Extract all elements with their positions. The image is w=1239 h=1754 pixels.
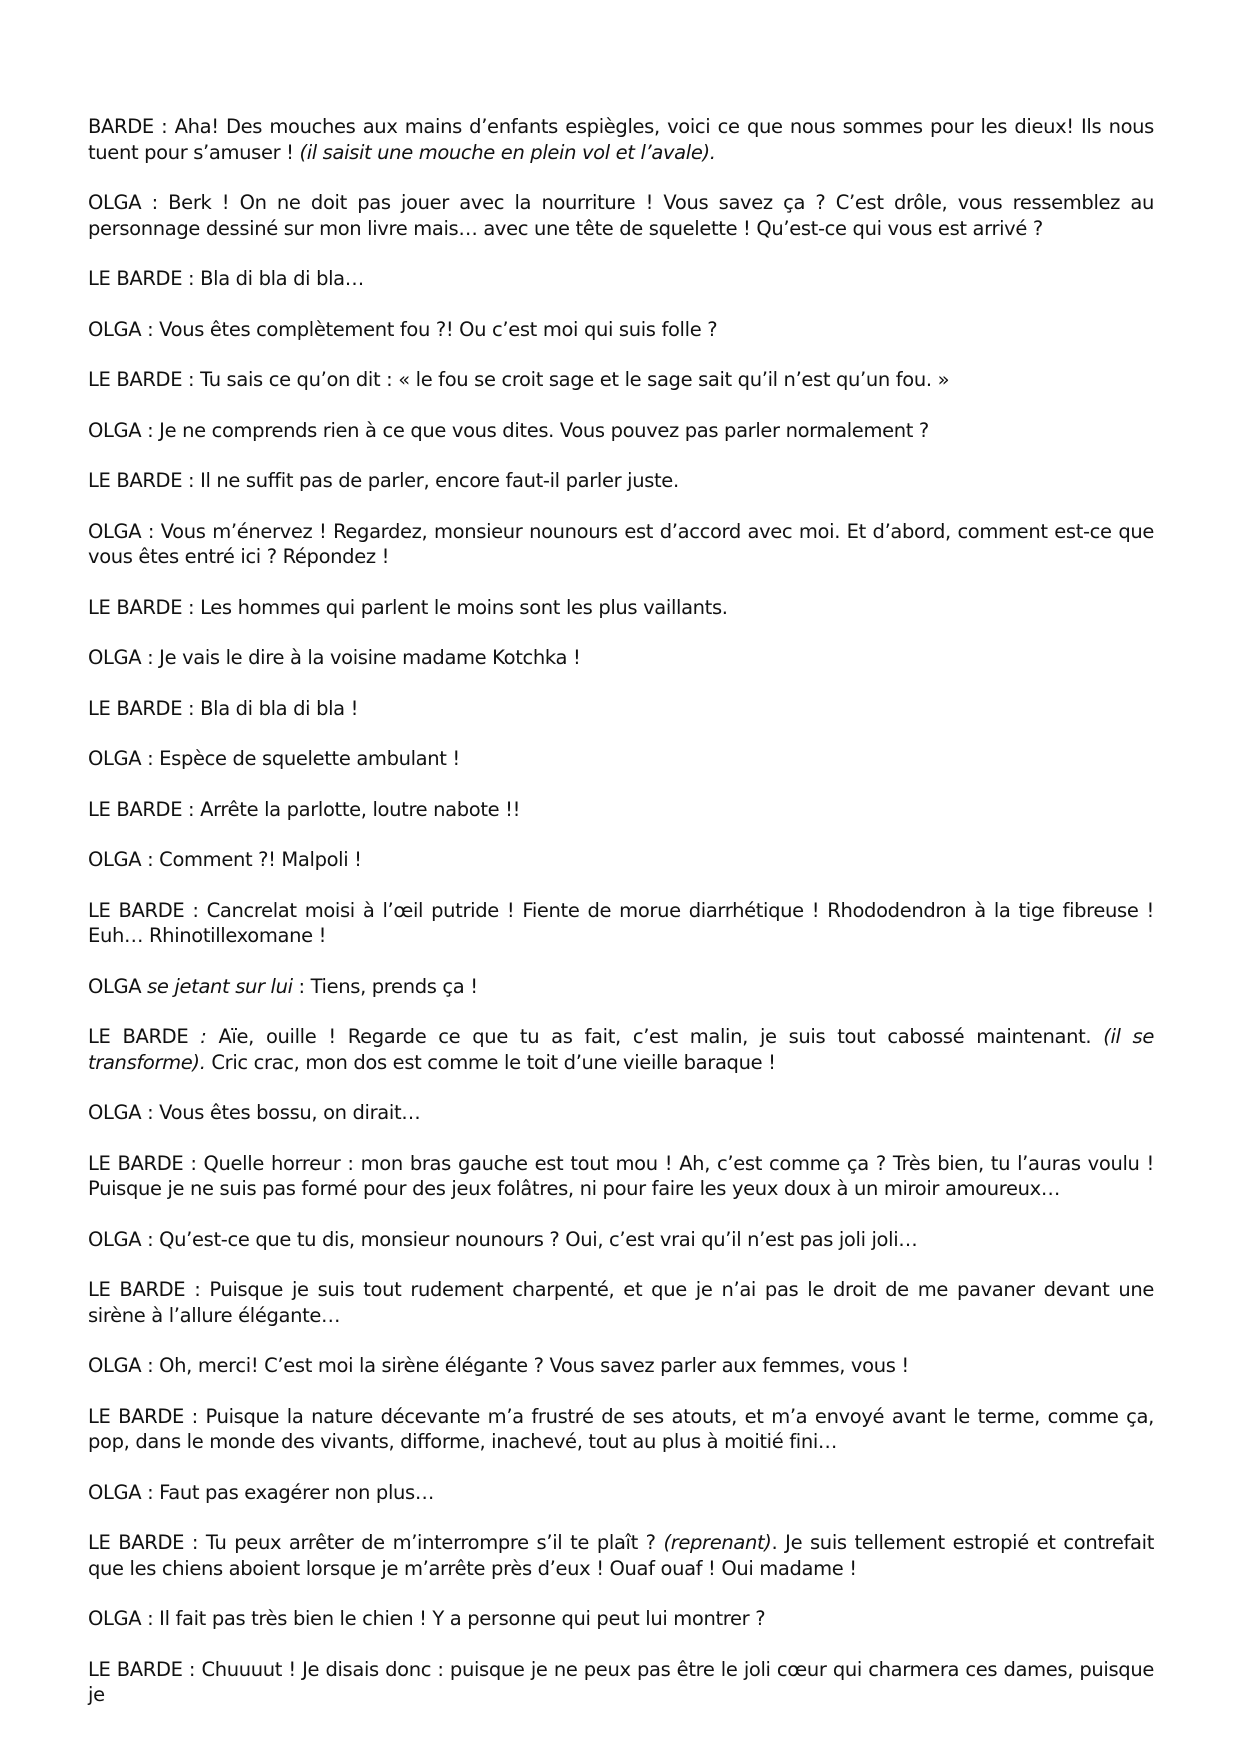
dialogue-paragraph bbox=[88, 1606, 1154, 1632]
dialogue-paragraph bbox=[88, 468, 1154, 494]
dialogue-paragraph bbox=[88, 1277, 1154, 1328]
dialogue-text: LE BARDE : Puisque je suis tout rudement charpenté, et que je n’ai pas le droit de me pavaner devant une sirène à l’allure élégante… bbox=[88, 1278, 1154, 1327]
dialogue-text: LE BARDE : Quelle horreur : mon bras gauche est tout mou ! Ah, c’est comme ça ? Très bien, tu l’auras voulu ! Puisque je ne suis pas formé pour des jeux folâtres, ni pour faire les yeux doux à un miroir amoureux… bbox=[88, 1151, 1154, 1200]
dialogue-paragraph bbox=[88, 645, 1154, 671]
dialogue-paragraph bbox=[88, 974, 1154, 1000]
dialogue-text: LE BARDE : Il ne suffit pas de parler, encore faut-il parler juste. bbox=[88, 469, 679, 492]
dialogue-paragraph bbox=[88, 746, 1154, 772]
dialogue-text: LE BARDE : Chuuuut ! Je disais donc : puisque je ne peux pas être le joli cœur qui charmera ces dames, puisque je bbox=[88, 1657, 1154, 1706]
dialogue-paragraph bbox=[88, 266, 1154, 292]
dialogue-paragraph bbox=[88, 898, 1154, 949]
dialogue-text: OLGA bbox=[88, 974, 148, 998]
dialogue-text: OLGA : Il fait pas très bien le chien ! Y a personne qui peut lui montrer ? bbox=[88, 1607, 766, 1630]
dialogue-paragraph bbox=[88, 1024, 1154, 1075]
dialogue-text: OLGA : Comment ?! Malpoli ! bbox=[88, 848, 362, 871]
dialogue-text: OLGA : Oh, merci! C’est moi la sirène élégante ? Vous savez parler aux femmes, vous ! bbox=[88, 1354, 909, 1377]
dialogue-text: OLGA : Faut pas exagérer non plus… bbox=[88, 1480, 434, 1504]
dialogue-text: . Je suis tellement estropié et contrefait que les chiens aboient lorsque je m’arrête près d’eux ! Ouaf ouaf ! Oui madame ! bbox=[88, 1531, 1154, 1580]
dialogue-paragraph bbox=[88, 696, 1154, 722]
dialogue-text: OLGA : Vous êtes complètement fou ?! Ou c’est moi qui suis folle ? bbox=[88, 317, 718, 341]
dialogue-text: LE BARDE : Cancrelat moisi à l’œil putride ! Fiente de morue diarrhétique ! Rhododendron à la tige fibreuse ! Euh… Rhinotillexomane ! bbox=[88, 898, 1154, 947]
dialogue-text: LE BARDE : Bla di bla di bla ! bbox=[88, 696, 359, 720]
stage-direction: (reprenant) bbox=[663, 1531, 772, 1554]
dialogue-paragraph bbox=[88, 317, 1154, 343]
dialogue-text: LE BARDE bbox=[88, 1025, 201, 1048]
dialogue-paragraph bbox=[88, 1404, 1154, 1455]
dialogue-text: LE BARDE : Les hommes qui parlent le moins sont les plus vaillants. bbox=[88, 595, 728, 619]
dialogue-paragraph bbox=[88, 418, 1154, 444]
dialogue-paragraph bbox=[88, 1657, 1154, 1708]
stage-direction: (il saisit une mouche en plein vol et l’avale). bbox=[299, 140, 716, 164]
dialogue-paragraph bbox=[88, 595, 1154, 621]
dialogue-text: OLGA : Berk ! On ne doit pas jouer avec la nourriture ! Vous savez ça ? C’est drôle, vous ressemblez au personnage dessiné sur mon livre mais… avec une tête de squelette ! Qu’est-ce qui vous est arrivé ? bbox=[88, 191, 1154, 240]
dialogue-paragraph bbox=[88, 367, 1154, 393]
dialogue-text: OLGA : Je ne comprends rien à ce que vous dites. Vous pouvez pas parler normalement ? bbox=[88, 418, 929, 442]
dialogue-paragraph bbox=[88, 1480, 1154, 1506]
dialogue-paragraph bbox=[88, 1353, 1154, 1379]
dialogue-text: LE BARDE : Tu sais ce qu’on dit : « le fou se croit sage et le sage sait qu’il n’est qu’un fou. » bbox=[88, 368, 950, 391]
dialogue-text: Cric crac, mon dos est comme le toit d’une vieille baraque ! bbox=[205, 1050, 776, 1074]
dialogue-text: LE BARDE : Puisque la nature décevante m’a frustré de ses atouts, et m’a envoyé avant le terme, comme ça, pop, dans le monde des vivants, difforme, inachevé, tout au plus à moitié fini… bbox=[88, 1404, 1154, 1453]
dialogue-text: Aïe, ouille ! Regarde ce que tu as fait, c’est malin, je suis tout cabossé maintenant. bbox=[206, 1025, 1104, 1048]
dialogue-text: OLGA : Vous êtes bossu, on dirait… bbox=[88, 1101, 421, 1124]
dialogue-text: OLGA : Vous m’énervez ! Regardez, monsieur nounours est d’accord avec moi. Et d’abord, comment est-ce que vous êtes entré ici ? Répondez ! bbox=[88, 519, 1154, 568]
dialogue-text: OLGA : Espèce de squelette ambulant ! bbox=[88, 747, 460, 770]
dialogue-text: LE BARDE : Arrête la parlotte, loutre nabote !! bbox=[88, 797, 521, 821]
dialogue-paragraph bbox=[88, 1151, 1154, 1202]
dialogue-paragraph bbox=[88, 114, 1154, 165]
dialogue-text: OLGA : Je vais le dire à la voisine madame Kotchka ! bbox=[88, 646, 581, 669]
stage-direction: : bbox=[200, 1025, 207, 1048]
dialogue-paragraph bbox=[88, 190, 1154, 241]
dialogue-text: LE BARDE : Tu peux arrêter de m’interrompre s’il te plaît ? bbox=[88, 1531, 664, 1554]
dialogue-text: : Tiens, prends ça ! bbox=[292, 974, 478, 998]
dialogue-paragraph bbox=[88, 1530, 1154, 1581]
dialogue-text: LE BARDE : Bla di bla di bla… bbox=[88, 267, 364, 290]
dialogue-paragraph bbox=[88, 1227, 1154, 1253]
dialogue-text: BARDE : Aha! Des mouches aux mains d’enfants espiègles, voici ce que nous sommes pour les dieux! Ils nous tuent pour s’amuser ! bbox=[88, 115, 1154, 164]
document-page bbox=[88, 114, 1154, 1708]
dialogue-paragraph bbox=[88, 1100, 1154, 1126]
dialogue-paragraph bbox=[88, 519, 1154, 570]
dialogue-text: OLGA : Qu’est-ce que tu dis, monsieur nounours ? Oui, c’est vrai qu’il n’est pas joli joli… bbox=[88, 1227, 918, 1251]
stage-direction: (il se transforme). bbox=[88, 1025, 1154, 1074]
dialogue-paragraph bbox=[88, 797, 1154, 823]
dialogue-paragraph bbox=[88, 847, 1154, 873]
stage-direction: se jetant sur lui bbox=[147, 974, 293, 998]
